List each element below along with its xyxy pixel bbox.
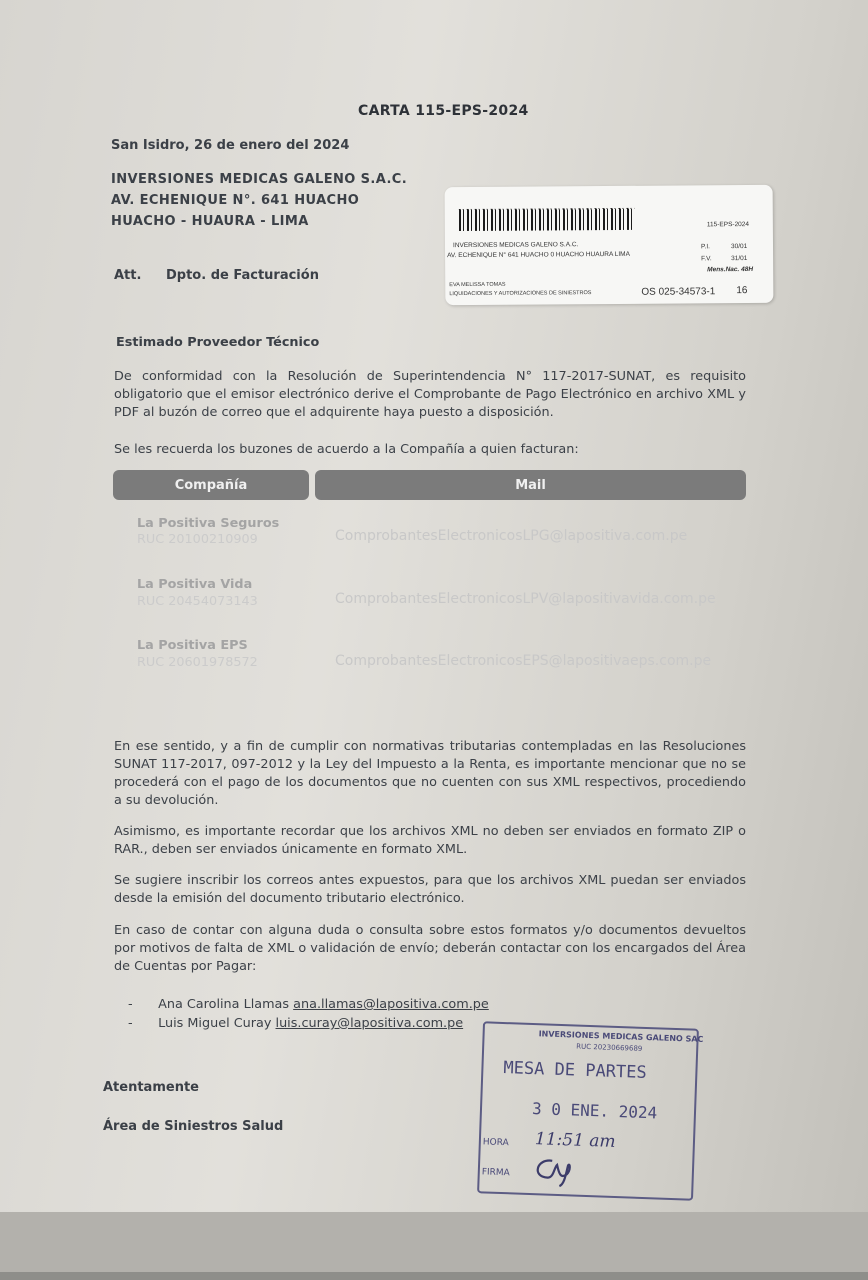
label-note: Mens.Nac. 48H (707, 265, 754, 274)
label-dept: LIQUIDACIONES Y AUTORIZACIONES DE SINIESTROS (449, 290, 592, 298)
att-value: Dpto. de Facturación (166, 268, 319, 283)
stamp-title: MESA DE PARTES (503, 1058, 648, 1084)
stamp-firma-label: FIRMA (481, 1167, 510, 1179)
letter-title: CARTA 115-EPS-2024 (358, 103, 529, 119)
contact-email[interactable]: ana.llamas@lapositiva.com.pe (293, 997, 489, 1012)
company-mail-2: ComprobantesElectronicosLPV@lapositivavida.com.pe (335, 591, 716, 607)
paragraph-4: Asimismo, es importante recordar que los archivos XML no deben ser enviados en formato ZIP o RAR., deben ser enviados únicamente en formato XML. (114, 824, 746, 857)
contact-name: Luis Miguel Curay (158, 1016, 272, 1031)
mailing-label (445, 185, 774, 305)
company-name-3: La Positiva EPS (137, 638, 248, 653)
greeting: Estimado Proveedor Técnico (116, 335, 320, 350)
label-company: INVERSIONES MEDICAS GALENO S.A.C. (452, 241, 579, 250)
label-fv: F.V. (701, 255, 712, 263)
paragraph-2: Se les recuerda los buzones de acuerdo a la Compañía a quien facturan: (114, 442, 579, 457)
company-ruc-1: RUC 20100210909 (137, 532, 258, 547)
stamp-header: INVERSIONES MEDICAS GALENO SAC (538, 1029, 704, 1044)
label-count: 16 (736, 285, 748, 297)
contact-dash: - (128, 1016, 133, 1031)
paragraph-6: En caso de contar con alguna duda o consulta sobre estos formatos y/o documentos devueltos por motivos de falta de XML o validación de envío; deberán contactar con los encargados del Área de Cuentas por Pagar: (114, 923, 746, 974)
reception-stamp (477, 1021, 704, 1200)
addressee-line-2: AV. ECHENIQUE N°. 641 HUACHO (111, 193, 360, 208)
date-line: San Isidro, 26 de enero del 2024 (111, 138, 350, 153)
att-label: Att. (114, 268, 142, 283)
label-address: AV. ECHENIQUE N° 641 HUACHO 0 HUACHO HUAURA LIMA (447, 250, 630, 260)
closing: Atentamente (103, 1080, 199, 1095)
barcode (459, 208, 635, 231)
stamp-ruc: RUC 20230669689 (576, 1042, 643, 1053)
background-paper-edge (0, 1212, 868, 1272)
label-os: OS 025-34573-1 (641, 286, 716, 298)
label-pi: P.I. (700, 243, 710, 251)
paragraph-1: De conformidad con la Resolución de Superintendencia N° 117-2017-SUNAT, es requisito obligatorio que el emisor electrónico derive el Comprobante de Pago Electrónico en archivo XML y PDF al buzón de correo que el adquirente haya puesto a disposición. (114, 369, 746, 420)
stamp-hora-label: HORA (482, 1137, 509, 1149)
handwritten-signature (527, 1155, 578, 1189)
company-ruc-3: RUC 20601978572 (137, 655, 258, 670)
paragraph-3: En ese sentido, y a fin de cumplir con normativas tributarias contempladas en las Resoluciones SUNAT 117-2017, 097-2012 y la Ley del Impuesto a la Renta, es importante mencionar que no se procederá con el pago de los documentos que no cuenten con sus XML respectivos, procediendo a su devolución. (114, 739, 746, 808)
contact-dash: - (128, 997, 133, 1012)
company-name-2: La Positiva Vida (137, 577, 253, 592)
label-fv-value: 31/01 (731, 255, 748, 263)
contact-email[interactable]: luis.curay@lapositiva.com.pe (275, 1016, 464, 1031)
addressee-line-1: INVERSIONES MEDICAS GALENO S.A.C. (111, 172, 408, 187)
company-mail-1: ComprobantesElectronicosLPG@lapositiva.com.pe (335, 528, 688, 544)
label-pi-value: 30/01 (730, 243, 748, 251)
stamp-hora-value: 11:51 am (534, 1129, 616, 1152)
addressee-line-3: HUACHO - HUAURA - LIMA (111, 214, 309, 229)
paragraph-5: Se sugiere inscribir los correos antes expuestos, para que los archivos XML puedan ser enviados desde la emisión del documento tributario electrónico. (114, 873, 746, 906)
contact-1 (128, 997, 489, 1012)
label-person: EVA MELISSA TOMAS (449, 281, 506, 289)
contact-2 (128, 1016, 463, 1031)
contact-name: Ana Carolina Llamas (158, 997, 290, 1012)
company-ruc-2: RUC 20454073143 (137, 594, 258, 609)
company-name-1: La Positiva Seguros (137, 516, 280, 531)
signature-area: Área de Siniestros Salud (103, 1119, 284, 1134)
stamp-date: 3 0 ENE. 2024 (531, 1099, 658, 1123)
label-ref: 115-EPS-2024 (706, 221, 750, 229)
table-header-mail: Mail (315, 470, 746, 500)
table-header-company: Compañía (113, 470, 309, 500)
company-mail-3: ComprobantesElectronicosEPS@lapositivaeps.com.pe (335, 653, 712, 669)
